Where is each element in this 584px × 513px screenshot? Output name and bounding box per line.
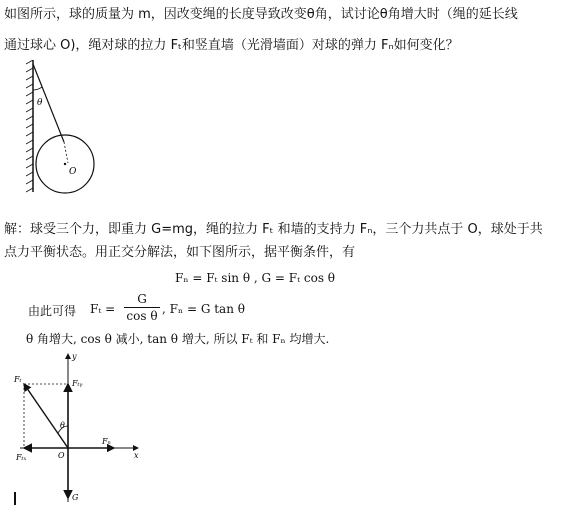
wall-hatching xyxy=(26,60,33,192)
eq2-rest: , Fₙ = G tan θ xyxy=(162,302,245,316)
eq2-prefix: 由此可得 xyxy=(28,304,77,318)
eq2-fraction xyxy=(124,292,160,323)
x-axis-label: x xyxy=(134,451,139,460)
center-label: O xyxy=(69,167,77,177)
ball-center-dot xyxy=(64,163,66,165)
g-label: G xyxy=(72,493,79,502)
origin-label: O xyxy=(58,451,65,460)
eq2-fraction-bar xyxy=(124,307,160,308)
conclusion-line: θ 角增大, cos θ 减小, tan θ 增大, 所以 Fₜ 和 Fₙ 均增大. xyxy=(26,332,330,346)
theta-label-2: θ xyxy=(60,421,65,430)
solution-line-1: 解：球受三个力，即重力 G=mg，绳的拉力 Fₜ 和墙的支持力 Fₙ，三个力共点于 O，球处于共 xyxy=(4,222,543,237)
ft-vector xyxy=(24,384,68,448)
text-cursor xyxy=(14,492,16,505)
theta-arc xyxy=(33,87,42,90)
rope-extension xyxy=(64,142,68,163)
solution-line-2: 点力平衡状态。用正交分解法，如下图所示，据平衡条件，有 xyxy=(4,245,356,260)
figure-ball-on-wall xyxy=(20,60,120,200)
eq2-numerator: G xyxy=(137,292,147,306)
figure-force-diagram xyxy=(10,350,150,505)
equation-1: Fₙ = Fₜ sin θ , G = Fₜ cos θ xyxy=(175,271,336,285)
ft-label: Fₜ xyxy=(14,375,22,384)
eq2-ft: Fₜ = xyxy=(90,302,116,316)
theta-label: θ xyxy=(37,98,43,108)
eq2-denominator: cos θ xyxy=(126,309,158,323)
ft-x-label: Fₜₓ xyxy=(16,453,27,462)
ft-y-label: Fₜᵧ xyxy=(72,379,83,388)
problem-line-1: 如图所示，球的质量为 m，因改变绳的长度导致改变θ角，试讨论θ角增大时（绳的延长线 xyxy=(4,7,518,22)
y-axis-label: y xyxy=(72,352,77,361)
fn-label: Fₙ xyxy=(102,437,111,446)
problem-line-2: 通过球心 O)，绳对球的拉力 Fₜ和竖直墙（光滑墙面）对球的弹力 Fₙ如何变化？ xyxy=(4,38,459,53)
